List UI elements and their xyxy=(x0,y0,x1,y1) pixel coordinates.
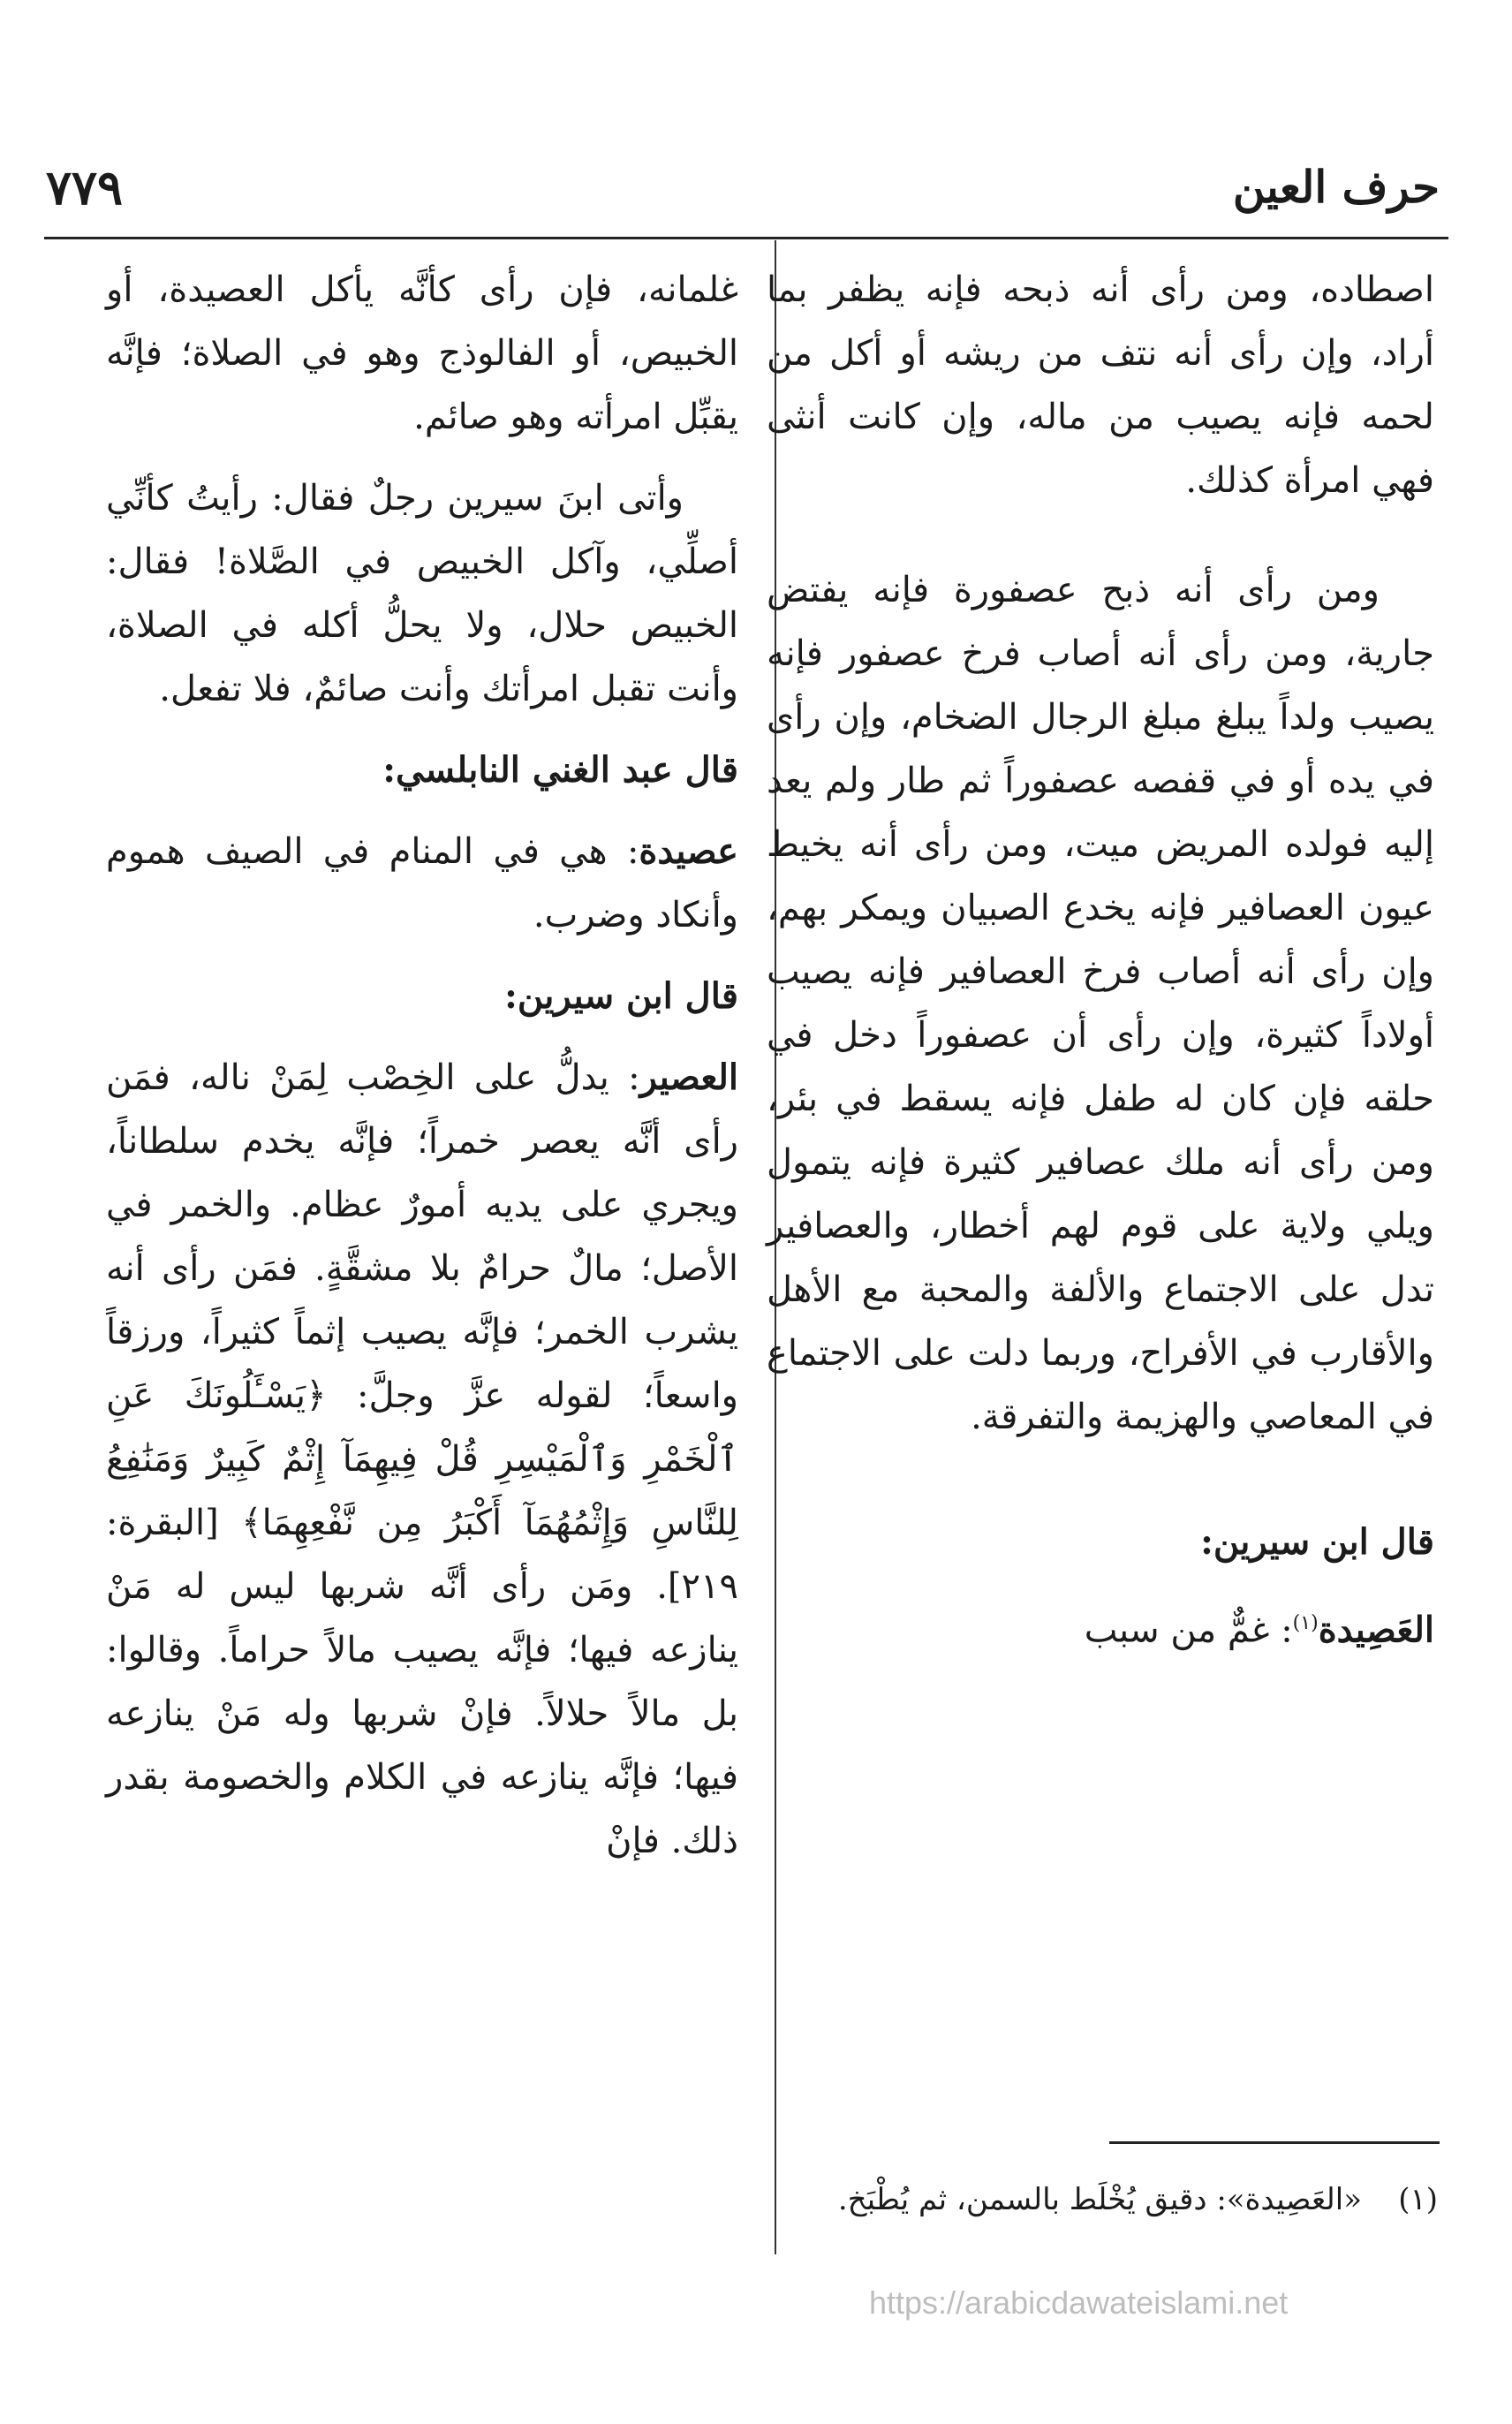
footnote-ref: (١) xyxy=(1292,1612,1319,1634)
quran-verse: ﴿يَسْـَٔلُونَكَ عَنِ ٱلْخَمْرِ وَٱلْمَيْسِرِ قُلْ فِيهِمَآ إِثْمٌ كَبِيرٌ وَمَنَٰفِعُ لِلنَّاسِ وَإِثْمُهُمَآ أَكْبَرُ مِن نَّفْعِهِمَا﴾ xyxy=(106,1375,738,1543)
entry-definition-asir: : يدلُّ على الخِصْب لِمَنْ ناله، فمَن رأى أنَّه يعصر خمراً؛ فإنَّه يخدم سلطاناً، ويجري على يديه أمورٌ عظام. والخمر في الأصل؛ مالٌ حرامٌ بلا مشقَّةٍ. فمَن رأى أنه يشرب الخمر؛ فإنَّه يصيب إثماً كثيراً، ورزقاً واسعاً؛ لقوله عزَّ وجلَّ: xyxy=(106,1057,738,1416)
right-entry xyxy=(767,1592,1434,1662)
right-column xyxy=(767,258,1434,1662)
footnote-text: «العَصِيدة»: دقيق يُخْلَط بالسمن، ثم يُطْبَخ. xyxy=(837,2182,1362,2217)
footnote xyxy=(767,2175,1438,2224)
quran-citation-text: [البقرة: ٢١٩]. ومَن رأى أنَّه شربها ليس له مَنْ ينازعه فيها؛ فإنَّه يصيب مالاً حراماً. وقالوا: بل مالاً حلالاً. فإنْ شربها وله مَنْ ينازعه فيها؛ فإنَّه ينازعه في الكلام والخصومة بقدر ذلك. فإنْ xyxy=(106,1503,738,1861)
running-title: حرف العين xyxy=(1232,161,1440,213)
page-number: ٧٧٩ xyxy=(46,159,124,216)
footnote-rule xyxy=(1109,2141,1440,2144)
entry-term-asir: العصير xyxy=(639,1057,738,1098)
entry-term-asida-nabulsi: عصيدة xyxy=(639,830,738,872)
right-section-heading: قال ابن سيرين: xyxy=(1200,1521,1434,1563)
site-watermark: https://arabicdawateislami.net xyxy=(869,2284,1289,2321)
left-column xyxy=(106,258,738,1873)
left-heading-ibn-sirin: قال ابن سيرين: xyxy=(504,975,738,1017)
right-paragraph-2: ومن رأى أنه ذبح عصفورة فإنه يفتض جارية، ومن رأى أنه أصاب فرخ عصفور فإنه يصيب ولداً يبلغ مبلغ الرجال الضخام، وإن رأى في يده أو في قفصه عصفوراً ثم طار ولم يعد إليه فولده المريض ميت، ومن رأى أنه يخيط عيون العصافير فإنه يخدع الصبيان ويمكر بهم، وإن رأى أنه أصاب فرخ العصافير فإنه يصيب أولاداً كثيرة، وإن رأى أن عصفوراً دخل في حلقه فإن كان له طفل فإنه يسقط في بئر، ومن رأى أنه ملك عصافير كثيرة فإنه يتمول ويلي ولاية على قوم لهم أخطار، والعصافير تدل على الاجتماع والألفة والمحبة مع الأهل والأقارب في الأفراح، وربما دلت على الاجتماع في المعاصي والهزيمة والتفرقة. xyxy=(767,570,1434,1437)
entry-definition: : غمٌّ من سبب xyxy=(1084,1610,1293,1651)
footnote-number: (١) xyxy=(1398,2182,1438,2217)
left-paragraph-2: وأتى ابنَ سيرين رجلٌ فقال: رأيتُ كأنِّي أصلِّي، وآكل الخبيص في الصَّلاة! فقال: الخبيص حلال، ولا يحلُّ أكله في الصلاة، وأنت تقبل امرأتك وأنت صائمٌ، فلا تفعل. xyxy=(106,478,738,709)
entry-term-asida: العَصِيدة xyxy=(1318,1609,1434,1651)
right-paragraph-1: اصطاده، ومن رأى أنه ذبحه فإنه يظفر بما أراد، وإن رأى أنه نتف من ريشه أو أكل من لحمه فإنه يصيب من ماله، وإن كانت أنثى فهي امرأة كذلك. xyxy=(767,269,1434,501)
left-entry-asida xyxy=(106,820,738,947)
header-rule xyxy=(44,237,1448,239)
left-heading-nabulsi: قال عبد الغني النابلسي: xyxy=(382,749,738,791)
entry-definition-asida: : هي في المنام في الصيف هموم وأنكاد وضرب. xyxy=(106,831,738,936)
left-entry-asir xyxy=(106,1046,738,1873)
left-paragraph-1: غلمانه، فإن رأى كأنَّه يأكل العصيدة، أو الخبيص، أو الفالوذج وهو في الصلاة؛ فإنَّه يقبِّل امرأته وهو صائم. xyxy=(106,269,738,437)
